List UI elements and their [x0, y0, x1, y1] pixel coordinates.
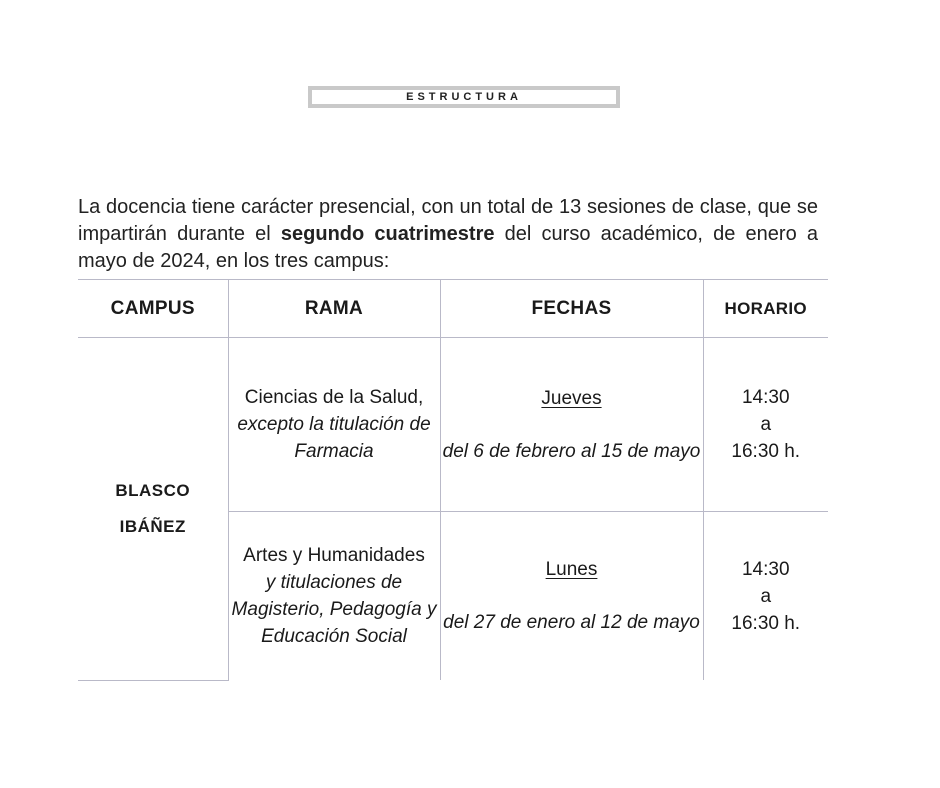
column-header-rama: RAMA [228, 280, 440, 338]
intro-text-before: La docencia tiene carácter presencial, con un total de 13 sesiones de clase, que se impartirán durante el [78, 196, 818, 245]
intro-text-after: del curso académico, de enero a mayo de 2024, en los tres campus: [78, 223, 818, 272]
weekday: Lunes [545, 559, 598, 580]
branch-note: excepto la titulación de Farmacia [237, 414, 431, 462]
branch-cell [228, 338, 440, 512]
branch-cell [228, 512, 440, 681]
date-range: del 6 de febrero al 15 de mayo [442, 440, 701, 462]
campus-name-line2: IBÁÑEZ [119, 516, 186, 536]
branch-name: Artes y Humanidades [243, 545, 425, 566]
time-separator: a [760, 585, 772, 607]
time-separator: a [760, 414, 772, 435]
table-row [78, 338, 828, 512]
time-end: 16:30 h. [731, 612, 801, 634]
section-title: ESTRUCTURA [406, 91, 522, 103]
weekday: Jueves [541, 387, 602, 409]
table-header-row [78, 280, 828, 338]
branch-name: Ciencias de la Salud, [244, 387, 424, 408]
schedule-table [78, 279, 828, 681]
campus-name-line1: BLASCO [115, 480, 191, 500]
time-end: 16:30 h. [731, 441, 801, 462]
column-header-campus: CAMPUS [78, 280, 228, 338]
section-header-estructura [308, 86, 620, 108]
dates-cell [440, 338, 703, 512]
intro-text-bold: segundo cuatrimestre [280, 223, 495, 245]
dates-cell [440, 512, 703, 681]
intro-paragraph [78, 194, 818, 275]
time-start: 14:30 [741, 387, 790, 408]
branch-note: y titulaciones de Magisterio, Pedagogía y Educación Social [231, 572, 437, 647]
campus-cell [78, 338, 228, 681]
column-header-horario: HORARIO [703, 280, 828, 338]
hours-cell [703, 338, 828, 512]
column-header-fechas: FECHAS [440, 280, 703, 338]
hours-cell [703, 512, 828, 681]
time-start: 14:30 [741, 558, 790, 580]
date-range: del 27 de enero al 12 de mayo [443, 612, 700, 633]
